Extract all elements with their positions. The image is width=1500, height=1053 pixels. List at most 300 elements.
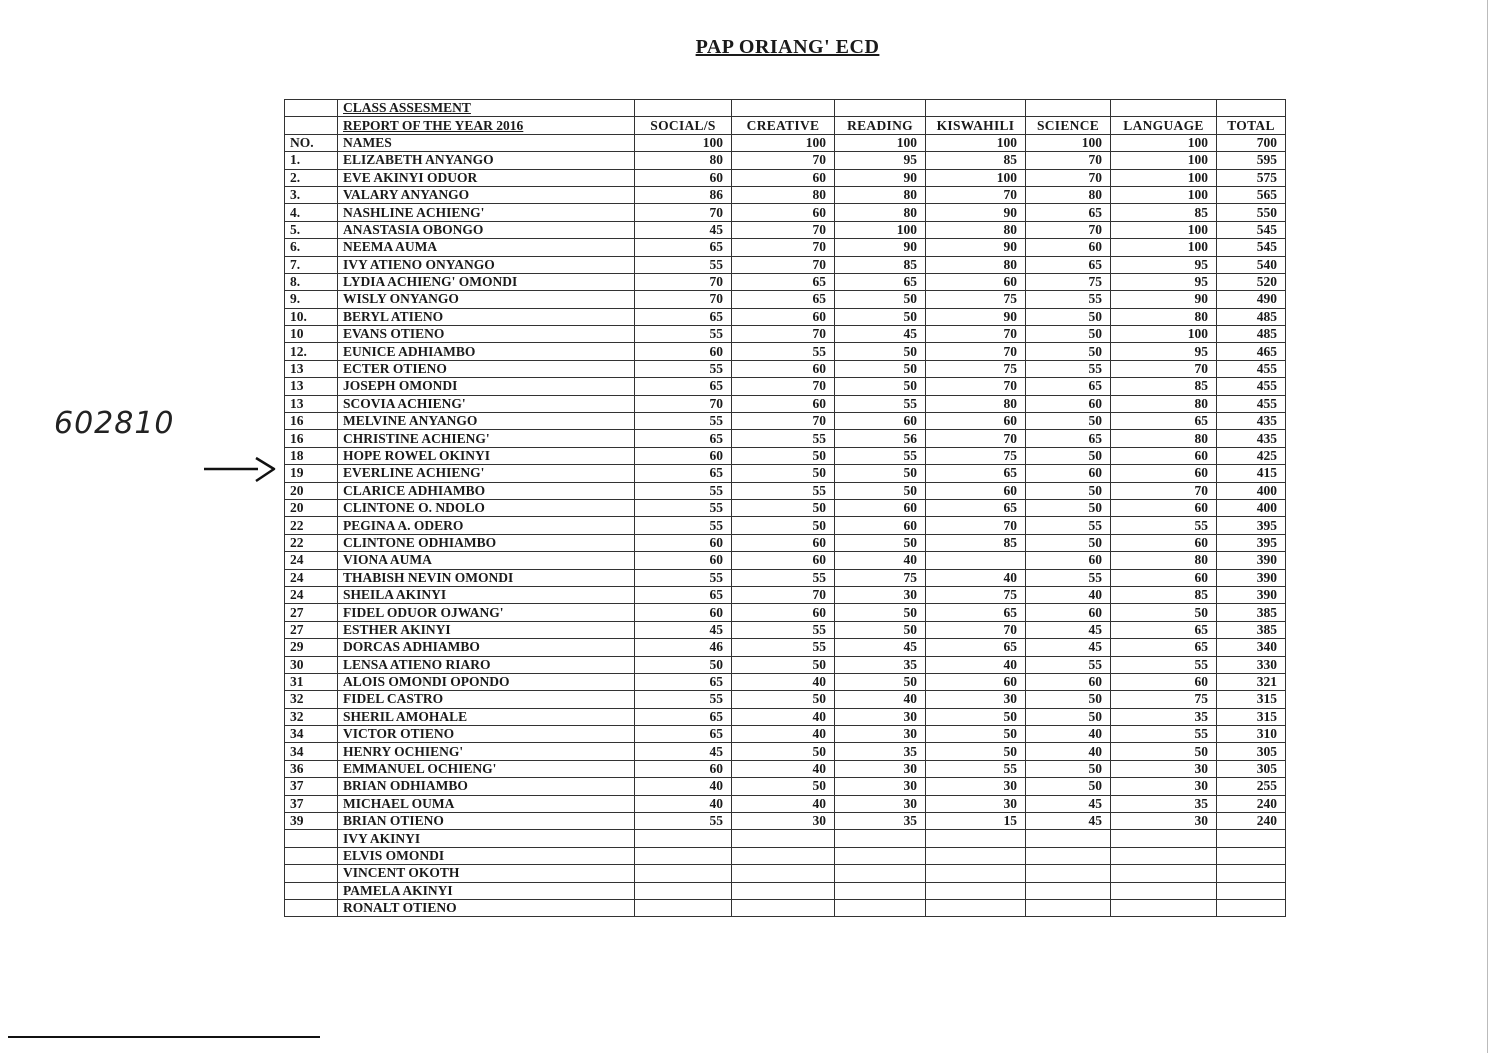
student-name: NEEMA AUMA (338, 239, 635, 256)
subject-score: 30 (1111, 813, 1217, 830)
total-score: 545 (1217, 239, 1286, 256)
max-score: 100 (635, 134, 732, 151)
subject-score: 100 (1111, 169, 1217, 186)
total-score: 455 (1217, 395, 1286, 412)
header-report-year: REPORT OF THE YEAR 2016 (338, 117, 635, 134)
subject-score: 40 (926, 656, 1026, 673)
subject-score: 60 (926, 273, 1026, 290)
student-number (285, 899, 338, 916)
table-row (285, 186, 1286, 203)
table-row (285, 378, 1286, 395)
subject-score: 80 (1111, 430, 1217, 447)
total-score: 390 (1217, 569, 1286, 586)
subject-score: 65 (926, 465, 1026, 482)
subject-score: 60 (1111, 465, 1217, 482)
subject-score: 50 (732, 778, 835, 795)
table-row (285, 691, 1286, 708)
student-number: 36 (285, 760, 338, 777)
subject-score: 40 (1026, 743, 1111, 760)
student-number: 32 (285, 708, 338, 725)
subject-score: 60 (835, 517, 926, 534)
subject-score: 55 (835, 447, 926, 464)
total-score: 435 (1217, 430, 1286, 447)
subject-score: 95 (835, 152, 926, 169)
subject-score: 30 (835, 726, 926, 743)
student-name: SHEILA AKINYI (338, 586, 635, 603)
subject-score: 90 (835, 169, 926, 186)
student-number: 7. (285, 256, 338, 273)
total-score: 305 (1217, 760, 1286, 777)
subject-score: 55 (732, 639, 835, 656)
subject-score: 50 (835, 378, 926, 395)
subject-score: 50 (732, 465, 835, 482)
subject-score: 55 (1111, 656, 1217, 673)
subject-score: 50 (835, 621, 926, 638)
subject-score: 70 (926, 430, 1026, 447)
subject-score: 60 (1026, 604, 1111, 621)
subject-score: 70 (926, 621, 1026, 638)
student-name: BRIAN ODHIAMBO (338, 778, 635, 795)
header-row-3 (285, 134, 1286, 151)
header-row-2 (285, 117, 1286, 134)
subject-score: 45 (635, 743, 732, 760)
subject-score: 70 (732, 239, 835, 256)
student-name: BERYL ATIENO (338, 308, 635, 325)
subject-score: 45 (635, 621, 732, 638)
subject-score: 95 (1111, 256, 1217, 273)
subject-score: 60 (835, 413, 926, 430)
table-row (285, 395, 1286, 412)
total-score: 400 (1217, 499, 1286, 516)
subject-score: 50 (1026, 534, 1111, 551)
table-row (285, 413, 1286, 430)
subject-score: 65 (635, 586, 732, 603)
header-class-assessment: CLASS ASSESMENT (338, 100, 635, 117)
subject-score: 70 (1111, 360, 1217, 377)
subject-score: 75 (926, 586, 1026, 603)
student-number (285, 882, 338, 899)
subject-score: 65 (926, 639, 1026, 656)
subject-score: 85 (926, 152, 1026, 169)
max-score: 700 (1217, 134, 1286, 151)
student-name: ECTER OTIENO (338, 360, 635, 377)
subject-score: 50 (1026, 760, 1111, 777)
total-score: 310 (1217, 726, 1286, 743)
student-number: 22 (285, 517, 338, 534)
student-name: BRIAN OTIENO (338, 813, 635, 830)
subject-score: 60 (926, 673, 1026, 690)
student-name: CLARICE ADHIAMBO (338, 482, 635, 499)
table-row (285, 152, 1286, 169)
subject-score: 50 (1026, 343, 1111, 360)
subject-score: 70 (926, 326, 1026, 343)
total-score: 575 (1217, 169, 1286, 186)
subject-score: 70 (635, 291, 732, 308)
subject-score: 70 (1026, 152, 1111, 169)
subject-score: 80 (926, 256, 1026, 273)
table-row (285, 204, 1286, 221)
subject-score: 100 (1111, 152, 1217, 169)
subject-score: 50 (835, 308, 926, 325)
handwritten-note: 602810 (54, 406, 175, 441)
subject-score: 65 (835, 273, 926, 290)
table-row (285, 586, 1286, 603)
table-row (285, 465, 1286, 482)
header-subject: CREATIVE (732, 117, 835, 134)
header-subject: LANGUAGE (1111, 117, 1217, 134)
subject-score: 100 (1111, 326, 1217, 343)
subject-score: 65 (635, 673, 732, 690)
subject-score: 65 (1026, 378, 1111, 395)
subject-score: 55 (1026, 656, 1111, 673)
total-score: 565 (1217, 186, 1286, 203)
subject-score: 60 (635, 343, 732, 360)
student-name: SHERIL AMOHALE (338, 708, 635, 725)
subject-score: 55 (635, 482, 732, 499)
page-title: PAP ORIANG' ECD (695, 36, 880, 58)
table-row (285, 291, 1286, 308)
student-name: LYDIA ACHIENG' OMONDI (338, 273, 635, 290)
total-score (1217, 847, 1286, 864)
subject-score (1111, 899, 1217, 916)
subject-score: 60 (732, 534, 835, 551)
table-row (285, 256, 1286, 273)
total-score: 425 (1217, 447, 1286, 464)
student-name: ANASTASIA OBONGO (338, 221, 635, 238)
student-name: ALOIS OMONDI OPONDO (338, 673, 635, 690)
subject-score: 40 (1026, 726, 1111, 743)
subject-score (635, 865, 732, 882)
student-name: CLINTONE ODHIAMBO (338, 534, 635, 551)
student-number: 20 (285, 482, 338, 499)
max-score: 100 (1111, 134, 1217, 151)
subject-score: 85 (1111, 586, 1217, 603)
total-score: 395 (1217, 534, 1286, 551)
subject-score: 55 (635, 517, 732, 534)
student-number: 9. (285, 291, 338, 308)
subject-score: 40 (835, 552, 926, 569)
table-row (285, 778, 1286, 795)
subject-score: 30 (835, 795, 926, 812)
student-name: ESTHER AKINYI (338, 621, 635, 638)
subject-score: 70 (732, 256, 835, 273)
total-score: 395 (1217, 517, 1286, 534)
subject-score: 65 (1026, 256, 1111, 273)
subject-score: 30 (926, 795, 1026, 812)
subject-score: 70 (635, 395, 732, 412)
subject-score: 60 (1026, 395, 1111, 412)
arrow-right-icon (202, 455, 278, 485)
student-name: EVERLINE ACHIENG' (338, 465, 635, 482)
subject-score: 35 (1111, 795, 1217, 812)
student-number (285, 865, 338, 882)
student-name: HENRY OCHIENG' (338, 743, 635, 760)
subject-score: 70 (926, 517, 1026, 534)
subject-score: 55 (1026, 517, 1111, 534)
student-name: IVY AKINYI (338, 830, 635, 847)
subject-score: 95 (1111, 273, 1217, 290)
header-row-1 (285, 100, 1286, 117)
max-score: 100 (1026, 134, 1111, 151)
subject-score: 60 (1111, 534, 1217, 551)
subject-score: 60 (635, 604, 732, 621)
table-row (285, 447, 1286, 464)
student-number: 24 (285, 552, 338, 569)
table-row (285, 343, 1286, 360)
table-row (285, 482, 1286, 499)
subject-score: 90 (926, 204, 1026, 221)
student-name: RONALT OTIENO (338, 899, 635, 916)
subject-score: 45 (1026, 639, 1111, 656)
subject-score: 50 (835, 604, 926, 621)
subject-score (732, 847, 835, 864)
student-number: 5. (285, 221, 338, 238)
total-score (1217, 865, 1286, 882)
subject-score: 55 (732, 621, 835, 638)
subject-score: 40 (635, 778, 732, 795)
table-row (285, 813, 1286, 830)
subject-score: 60 (732, 395, 835, 412)
table-row (285, 673, 1286, 690)
subject-score: 60 (732, 552, 835, 569)
student-number: 13 (285, 378, 338, 395)
subject-score: 55 (732, 569, 835, 586)
subject-score: 35 (835, 813, 926, 830)
subject-score (926, 899, 1026, 916)
table-row (285, 499, 1286, 516)
subject-score: 45 (1026, 795, 1111, 812)
header-subject: READING (835, 117, 926, 134)
total-score (1217, 882, 1286, 899)
student-name: DORCAS ADHIAMBO (338, 639, 635, 656)
total-score: 390 (1217, 586, 1286, 603)
subject-score: 65 (926, 499, 1026, 516)
subject-score: 40 (732, 795, 835, 812)
subject-score: 50 (732, 517, 835, 534)
subject-score: 45 (835, 639, 926, 656)
subject-score: 80 (732, 186, 835, 203)
student-name: ELVIS OMONDI (338, 847, 635, 864)
table-row (285, 656, 1286, 673)
subject-score: 40 (926, 569, 1026, 586)
subject-score: 50 (926, 708, 1026, 725)
table-row (285, 639, 1286, 656)
total-score: 465 (1217, 343, 1286, 360)
student-name: MELVINE ANYANGO (338, 413, 635, 430)
subject-score: 50 (1026, 326, 1111, 343)
subject-score: 60 (926, 413, 1026, 430)
subject-score: 60 (835, 499, 926, 516)
total-score: 305 (1217, 743, 1286, 760)
student-number: 19 (285, 465, 338, 482)
subject-score (926, 847, 1026, 864)
subject-score (926, 552, 1026, 569)
student-number: 29 (285, 639, 338, 656)
subject-score: 35 (1111, 708, 1217, 725)
subject-score: 70 (732, 326, 835, 343)
subject-score: 15 (926, 813, 1026, 830)
table-row (285, 569, 1286, 586)
subject-score: 80 (635, 152, 732, 169)
student-name: EVANS OTIENO (338, 326, 635, 343)
subject-score: 50 (926, 743, 1026, 760)
student-name: SCOVIA ACHIENG' (338, 395, 635, 412)
subject-score: 55 (732, 482, 835, 499)
subject-score (1111, 882, 1217, 899)
table-row (285, 899, 1286, 916)
subject-score: 30 (732, 813, 835, 830)
total-score: 400 (1217, 482, 1286, 499)
total-score: 455 (1217, 378, 1286, 395)
subject-score: 40 (732, 673, 835, 690)
subject-score (1026, 865, 1111, 882)
max-score: 100 (926, 134, 1026, 151)
student-name: MICHAEL OUMA (338, 795, 635, 812)
subject-score: 65 (1111, 413, 1217, 430)
subject-score: 40 (732, 708, 835, 725)
subject-score: 80 (926, 395, 1026, 412)
student-number: 37 (285, 795, 338, 812)
table-row (285, 308, 1286, 325)
assessment-table-wrapper (284, 99, 1286, 917)
total-score: 490 (1217, 291, 1286, 308)
subject-score: 50 (835, 291, 926, 308)
subject-score: 55 (732, 343, 835, 360)
subject-score: 50 (835, 534, 926, 551)
student-name: CLINTONE O. NDOLO (338, 499, 635, 516)
subject-score (635, 882, 732, 899)
subject-score: 70 (1111, 482, 1217, 499)
total-score (1217, 899, 1286, 916)
subject-score: 60 (635, 534, 732, 551)
subject-score: 50 (1026, 499, 1111, 516)
subject-score: 60 (732, 308, 835, 325)
page-edge (1487, 0, 1488, 1053)
subject-score: 90 (835, 239, 926, 256)
subject-score: 70 (732, 378, 835, 395)
subject-score: 55 (635, 499, 732, 516)
student-number: 37 (285, 778, 338, 795)
student-number: 30 (285, 656, 338, 673)
subject-score: 60 (1111, 569, 1217, 586)
subject-score: 75 (1026, 273, 1111, 290)
student-number: 22 (285, 534, 338, 551)
subject-score: 55 (1026, 291, 1111, 308)
subject-score: 50 (732, 691, 835, 708)
table-row (285, 830, 1286, 847)
student-name: EMMANUEL OCHIENG' (338, 760, 635, 777)
student-number (285, 847, 338, 864)
table-row (285, 273, 1286, 290)
subject-score: 50 (1026, 447, 1111, 464)
subject-score: 65 (1026, 204, 1111, 221)
table-row (285, 760, 1286, 777)
subject-score: 30 (835, 760, 926, 777)
table-row (285, 221, 1286, 238)
subject-score: 65 (635, 465, 732, 482)
subject-score (732, 830, 835, 847)
subject-score: 60 (1111, 447, 1217, 464)
subject-score: 50 (1026, 482, 1111, 499)
subject-score: 55 (635, 256, 732, 273)
subject-score: 50 (1111, 743, 1217, 760)
subject-score: 90 (1111, 291, 1217, 308)
subject-score: 75 (926, 291, 1026, 308)
student-name: LENSA ATIENO RIARO (338, 656, 635, 673)
subject-score: 50 (1026, 413, 1111, 430)
subject-score: 70 (1026, 221, 1111, 238)
student-number: 13 (285, 360, 338, 377)
student-number: 16 (285, 430, 338, 447)
subject-score: 70 (926, 378, 1026, 395)
table-row (285, 743, 1286, 760)
subject-score: 55 (635, 360, 732, 377)
total-score: 315 (1217, 691, 1286, 708)
subject-score: 60 (732, 204, 835, 221)
subject-score: 50 (835, 465, 926, 482)
student-name: JOSEPH OMONDI (338, 378, 635, 395)
total-score: 315 (1217, 708, 1286, 725)
subject-score (1026, 899, 1111, 916)
subject-score (835, 830, 926, 847)
subject-score: 30 (835, 586, 926, 603)
table-row (285, 517, 1286, 534)
student-number: 27 (285, 604, 338, 621)
subject-score: 70 (926, 343, 1026, 360)
subject-score: 60 (1026, 552, 1111, 569)
subject-score: 80 (1111, 395, 1217, 412)
subject-score: 55 (1026, 569, 1111, 586)
student-number: 10 (285, 326, 338, 343)
subject-score: 70 (732, 413, 835, 430)
table-row (285, 239, 1286, 256)
subject-score: 65 (635, 308, 732, 325)
subject-score: 85 (1111, 378, 1217, 395)
table-row (285, 847, 1286, 864)
subject-score: 90 (926, 308, 1026, 325)
header-subject: TOTAL (1217, 117, 1286, 134)
student-name: PEGINA A. ODERO (338, 517, 635, 534)
student-name: HOPE ROWEL OKINYI (338, 447, 635, 464)
student-number: 39 (285, 813, 338, 830)
subject-score (1111, 847, 1217, 864)
subject-score: 45 (835, 326, 926, 343)
student-name: EVE AKINYI ODUOR (338, 169, 635, 186)
subject-score: 80 (1026, 186, 1111, 203)
subject-score (835, 899, 926, 916)
total-score: 255 (1217, 778, 1286, 795)
subject-score: 50 (835, 482, 926, 499)
subject-score (732, 882, 835, 899)
subject-score: 60 (1026, 239, 1111, 256)
table-row (285, 430, 1286, 447)
subject-score: 55 (635, 413, 732, 430)
subject-score: 50 (1026, 708, 1111, 725)
subject-score (732, 865, 835, 882)
subject-score: 45 (1026, 621, 1111, 638)
subject-score (1026, 830, 1111, 847)
student-number: 34 (285, 743, 338, 760)
subject-score: 40 (835, 691, 926, 708)
subject-score: 60 (1111, 673, 1217, 690)
subject-score: 80 (926, 221, 1026, 238)
student-number: 12. (285, 343, 338, 360)
total-score: 520 (1217, 273, 1286, 290)
subject-score (1111, 830, 1217, 847)
subject-score: 60 (732, 360, 835, 377)
subject-score (1026, 882, 1111, 899)
student-number: 27 (285, 621, 338, 638)
